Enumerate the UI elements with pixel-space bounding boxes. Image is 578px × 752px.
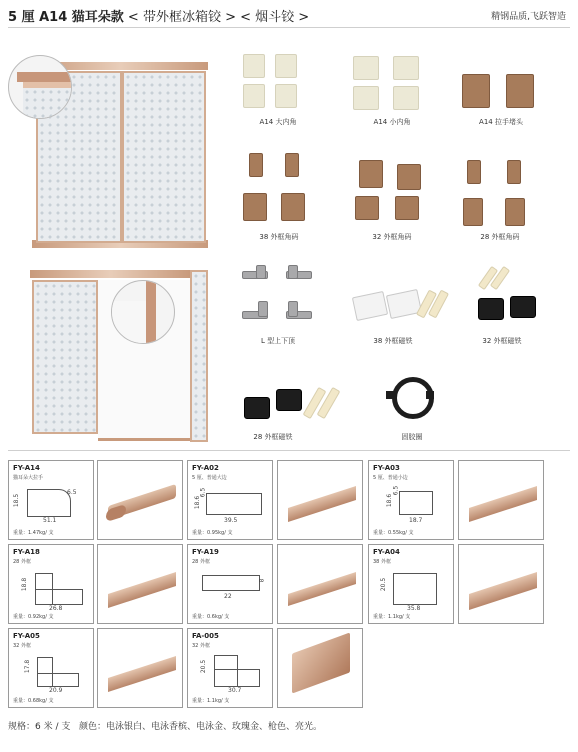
profile-cell-fy-a14 [8,460,94,540]
accessory-32-frame-magnet [472,266,542,326]
accessory-a14-handle-cap [458,70,544,110]
dimension-height: 18.6 [194,495,202,510]
page-title [8,6,309,25]
profile-render-fy-a03 [458,460,544,540]
profile-subtitle: 28 外框 [192,559,210,565]
profile-subtitle: 28 外框 [13,559,31,565]
profile-cell-fa-005 [187,628,273,708]
profile-subtitle: 5 厘、普通大边 [192,475,227,481]
accessory-label: A14 小内角 [373,118,411,126]
accessory-28-frame-magnet [240,383,346,427]
dimension-width: 22 [224,593,232,600]
dimension-width: 51.1 [43,517,57,524]
profile-render-fy-a04 [458,544,544,624]
accessory-label: 38 外框角码 [259,233,299,241]
profile-cell-fy-a18 [8,544,94,624]
profile-cell-fy-a02 [187,460,273,540]
profile-cell-fy-a04 [368,544,454,624]
accessory-label: 38 外框磁铁 [373,337,413,345]
accessory-label: 28 外框角码 [480,233,520,241]
profile-subtitle: 猫耳朵大拉手 [13,475,44,481]
profile-weight: 重量：0.95kg/ 支 [192,530,233,536]
dimension-height: 18.6 [386,493,394,508]
dimension-height: 8 [258,578,266,583]
accessory-label: 固胶圈 [401,433,423,441]
accessory-a14-small-corner [347,52,423,112]
profile-cell-fy-a03 [368,460,454,540]
profile-code: FY-A14 [13,464,40,472]
profile-render-fy-a05 [97,628,183,708]
accessory-label: 28 外框磁铁 [253,433,293,441]
dimension-lip: 6.5 [392,485,400,496]
accessory-a14-large-corner [237,50,313,114]
dimension-height: 20.5 [380,577,388,592]
dimension-height: 18.5 [13,493,21,508]
dimension-height: 18.8 [21,577,29,592]
brand-slogan: 精钢品质,飞跃智造 [491,12,566,22]
header-divider [8,27,570,28]
accessory-glue-ring [388,373,436,421]
profile-cell-fy-a19 [187,544,273,624]
profile-weight: 重量：0.68kg/ 支 [13,698,54,704]
profile-render-fy-a14 [97,460,183,540]
profile-render-fy-a19 [277,544,363,624]
dimension-width: 30.7 [228,687,242,694]
hinge-detail-zoom [111,280,175,344]
dimension-width: 26.8 [49,605,63,612]
profile-subtitle: 32 外框 [192,643,210,649]
accessory-label: 32 外框角码 [372,233,412,241]
dimension-width: 35.8 [407,605,421,612]
profile-cell-fy-a05 [8,628,94,708]
dimension-height: 17.8 [24,659,32,674]
accessory-l-top-bottom-pivot [238,265,318,325]
accessory-label: L 型上下顶 [260,337,296,345]
profile-code: FY-A02 [192,464,219,472]
profile-weight: 重量：1.1kg/ 支 [373,614,411,620]
accessory-32-frame-bracket [353,160,425,224]
dimension-height: 20.5 [200,659,208,674]
profile-subtitle: 32 外框 [13,643,31,649]
accessory-38-frame-magnet [354,290,450,326]
profile-weight: 重量：1.47kg/ 支 [13,530,54,536]
profile-code: FY-A19 [192,548,219,556]
profile-weight: 重量：0.6kg/ 支 [192,614,230,620]
accessory-label: 32 外框磁铁 [482,337,522,345]
profile-render-fa-005 [277,628,363,708]
profile-subtitle: 5 厘、普通小边 [373,475,408,481]
dimension-lip: 6.5 [199,487,207,498]
profile-render-fy-a02 [277,460,363,540]
profile-code: FY-A18 [13,548,40,556]
profile-code: FA-005 [192,632,219,640]
dimension-width: 20.9 [49,687,63,694]
profile-weight: 重量：0.55kg/ 支 [373,530,414,536]
accessory-label: A14 拉手堵头 [479,118,523,126]
profile-subtitle: 38 外框 [373,559,391,565]
dimension-width: 18.7 [409,517,423,524]
accessory-label: A14 大内角 [259,118,297,126]
profile-code: FY-A03 [373,464,400,472]
footer-spec [8,719,322,732]
profile-code: FY-A04 [373,548,400,556]
dimension-width: 39.5 [224,517,238,524]
accessory-38-frame-bracket [243,153,313,225]
dimension-lip: 6.5 [67,489,77,496]
profile-code: FY-A05 [13,632,40,640]
spec-colors: 颜色：电泳银白、电泳香槟、电泳金、玫瑰金、枪色、亮光。 [78,722,322,732]
title-variants: < 带外框冰箱铰 > < 烟斗铰 > [123,10,310,25]
section-divider [8,450,570,451]
accessory-28-frame-bracket [463,160,533,226]
spec-length: 规格：6 米 / 支 [8,722,71,732]
profile-weight: 重量：1.1kg/ 支 [192,698,230,704]
profile-weight: 重量：0.92kg/ 支 [13,614,54,620]
frame-detail-zoom [8,55,72,119]
title-model: 5 厘 A14 猫耳朵款 [8,10,124,25]
profile-render-fy-a18 [97,544,183,624]
